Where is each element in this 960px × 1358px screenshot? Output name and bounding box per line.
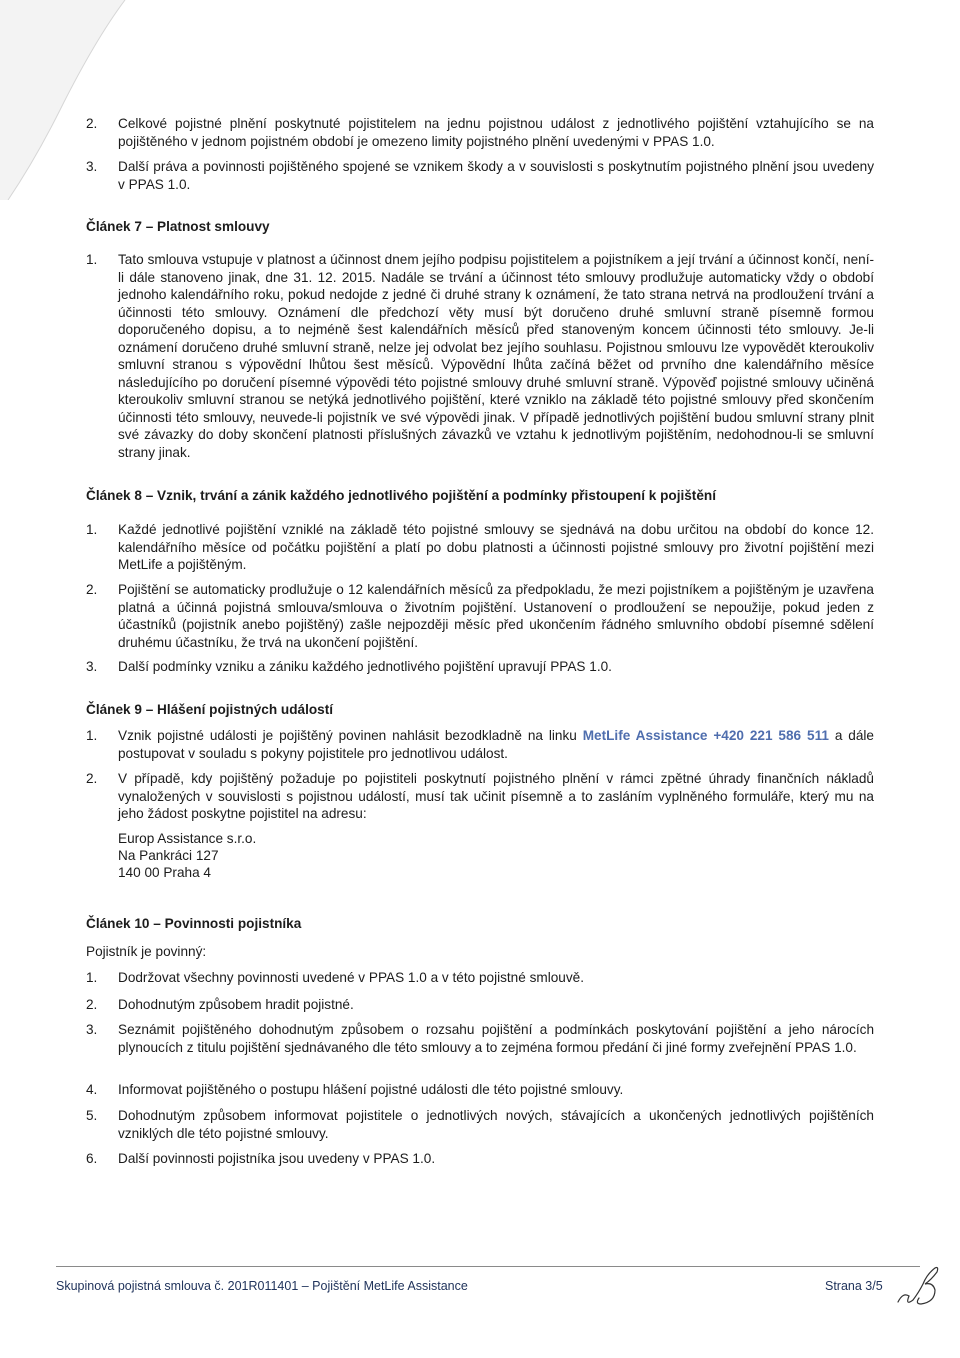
item-number: 1. — [86, 970, 98, 985]
paragraph: Dohodnutým způsobem informovat pojistitele o jednotlivých nových, stávajících a ukončených jednotlivých pojištěních vzniklých dle této pojistné smlouvy. — [118, 1108, 874, 1141]
paragraph: Další práva a povinnosti pojištěného spojené se vznikem škody a v souvislosti s poskytnutím pojistného plnění jsou uvedeny v PPAS 1.0. — [118, 159, 874, 192]
paragraph: Seznámit pojištěného dohodnutým způsobem o rozsahu pojištění a podmínkách poskytování pojištění a jeho nárocích plynoucích z titulu pojištění sjednávaného dle této smlouvy a to zejména formou předání či jiné formy zveřejnění PPAS 1.0. — [118, 1022, 874, 1055]
item-number: 5. — [86, 1108, 98, 1123]
text-run: Vznik pojistné události je pojištěný povinen nahlásit bezodkladně na linku — [118, 728, 583, 743]
footer-page-number: Strana 3/5 — [825, 1279, 883, 1293]
paragraph: Celkové pojistné plnění poskytnuté pojistitelem na jednu pojistnou událost z jednotlivého pojištění vztahujícího se na pojištěného v jednom pojistném období je omezeno limity pojistného plnění uvedenými v PPAS 1.0. — [118, 116, 874, 149]
assistance-phone-link[interactable]: MetLife Assistance +420 221 586 511 — [582, 728, 829, 743]
item-number: 2. — [86, 582, 98, 597]
footer-rule — [56, 1266, 920, 1267]
intro-text: Pojistník je povinný: — [86, 944, 207, 959]
paragraph: V případě, kdy pojištěný požaduje po pojistiteli poskytnutí pojistného plnění v rámci zpětné úhrady finančních nákladů vynaložených v souvislosti s pojistnou událostí, musí tak učinit písemně a to zasláním vyplněného formuláře, který mu na jeho žádost poskytne pojistitel na adresu: — [118, 771, 874, 821]
item-number: 4. — [86, 1082, 98, 1097]
item-number: 2. — [86, 997, 98, 1012]
section-heading: Článek 7 – Platnost smlouvy — [86, 219, 270, 234]
text-run: a dále postupovat v souladu s pokyny pojistitele pro jednotlivou událost. — [118, 728, 874, 761]
address-line: 140 00 Praha 4 — [118, 865, 211, 880]
footer-contract-title: Skupinová pojistná smlouva č. 201R011401 – Pojištění MetLife Assistance — [56, 1279, 468, 1293]
section-heading: Článek 9 – Hlášení pojistných událostí — [86, 702, 334, 717]
item-number: 3. — [86, 659, 98, 674]
item-number: 2. — [86, 771, 98, 786]
paragraph: Dodržovat všechny povinnosti uvedené v PPAS 1.0 a v této pojistné smlouvě. — [118, 970, 584, 985]
section-heading: Článek 10 – Povinnosti pojistníka — [86, 916, 302, 931]
section-heading: Článek 8 – Vznik, trvání a zánik každého jednotlivého pojištění a podmínky přistoupení k pojištění — [86, 488, 716, 503]
address-line: Europ Assistance s.r.o. — [118, 831, 257, 846]
paragraph: Informovat pojištěného o postupu hlášení pojistné události dle této pojistné smlouvy. — [118, 1082, 624, 1097]
paragraph: Pojištění se automaticky prodlužuje o 12 kalendářních měsíců za předpokladu, že mezi pojistníkem a pojištěným je uzavřena platná a účinná pojistná smlouva/smlouva o životním pojištění. Ustanovení o prodloužení se nepoužije, pokud jeden z účastníků (pojistník anebo pojištěný) zašle nejpozději měsíc před ukončením řádného smluvního období písemné sdělení druhému účastníku, že trvá na ukončení pojištění. — [118, 582, 874, 650]
paragraph: Dohodnutým způsobem hradit pojistné. — [118, 997, 354, 1012]
paragraph: Další povinnosti pojistníka jsou uvedeny v PPAS 1.0. — [118, 1151, 436, 1166]
item-number: 3. — [86, 1022, 98, 1037]
paragraph — [118, 727, 874, 762]
paragraph: Další podmínky vzniku a zániku každého jednotlivého pojištění upravují PPAS 1.0. — [118, 659, 612, 674]
handwritten-initials — [895, 1262, 945, 1310]
item-number: 2. — [86, 116, 98, 131]
item-number: 1. — [86, 728, 98, 743]
item-number: 1. — [86, 522, 98, 537]
item-number: 3. — [86, 159, 98, 174]
paragraph: Každé jednotlivé pojištění vzniklé na základě této pojistné smlouvy se sjednává na dobu určitou na období do konce 12. kalendářního měsíce od počátku pojištění a platí po dobu platnosti a účinnosti pojistné smlouvy pro životní pojištění mezi MetLife a pojištěným. — [118, 522, 874, 572]
item-number: 1. — [86, 252, 98, 267]
item-number: 6. — [86, 1151, 98, 1166]
address-line: Na Pankráci 127 — [118, 848, 219, 863]
paragraph: Tato smlouva vstupuje v platnost a účinnost dnem jejího podpisu pojistitelem a pojistníkem a její trvání a účinnost končí, není-li dále stanoveno jinak, dne 31. 12. 2015. Nadále se trvání a účinnost této smlouvy prodlužuje automaticky vždy o období jednoho kalendářního roku, pokud nedojde z jedné či druhé strany k oznámení, že tato strana netrvá na prodloužení trvání a účinnosti této smlouvy. Oznámení dle předchozí věty musí být doručeno druhé smluvní straně písemně formou doporučeného dopisu, a to nejméně šest kalendářních měsíců před stanoveným koncem účinnosti této smlouvy. Je-li oznámení doručeno druhé smluvní straně, nelze jej odvolat bez jejího souhlasu. Pojistnou smlouvu lze vypovědět kteroukoliv smluvní stranou s výpovědní lhůtou šest měsíců. Výpovědní lhůta začíná běžet od prvního dne kalendářního měsíce následujícího po doručení písemné výpovědi této pojistné smlouvy druhé smluvní straně. Výpověď pojistné smlouvy učiněná kteroukoliv smluvní stranou se netýká jednotlivého pojištění, které vzniklo na základě této pojistné smlouvy před skončením účinnosti této smlouvy, neuvede-li pojistník ve své výpovědi jinak. V případě jednotlivých pojištění budou smluvní strany plnit své závazky do doby skončení platnosti příslušných závazků ve vztahu k jednotlivým pojištěním, nedohodnou-li se smluvní strany jinak. — [118, 252, 874, 460]
